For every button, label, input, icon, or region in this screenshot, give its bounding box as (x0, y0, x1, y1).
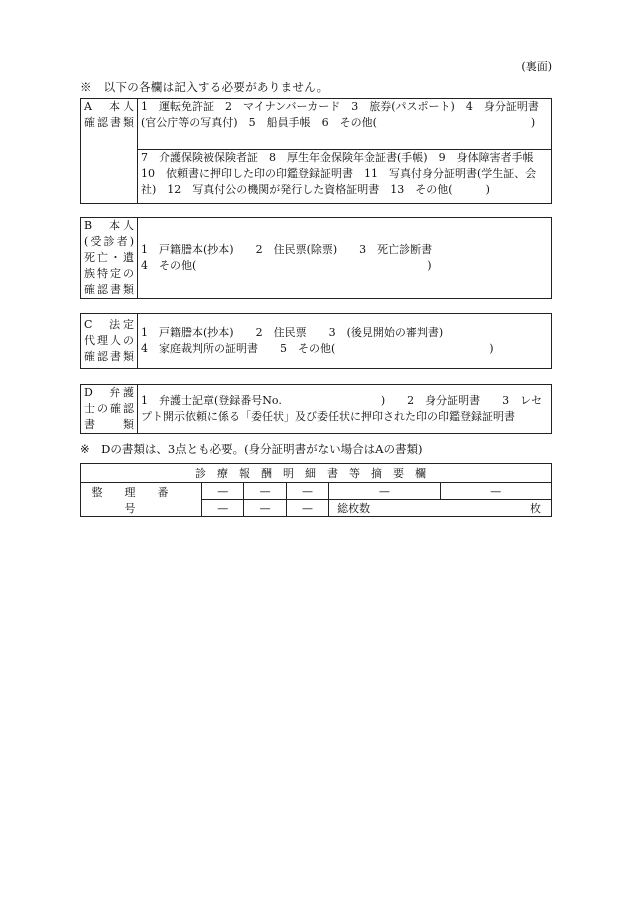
note-section-d: ※ Dの書類は、3点とも必要。(身分証明書がない場合はAの書類) (80, 442, 423, 456)
section-d-label: D 弁護士の確認書類 (81, 385, 138, 434)
section-c-label: C 法定代理人の確認書類 (81, 314, 138, 369)
section-b-label: B 本人(受診者)死亡・遺族特定の確認書類 (81, 218, 138, 299)
section-b-line1: 1 戸籍謄本(抄本) 2 住民票(除票) 3 死亡診断書 (141, 243, 433, 256)
dash-cell: — (202, 483, 244, 500)
dash-cell: — (244, 500, 286, 517)
dash-cell: — (202, 500, 244, 517)
total-count-label: 総枚数 (337, 502, 371, 515)
section-c-line1: 1 戸籍謄本(抄本) 2 住民票 3 (後見開始の審判書) (141, 326, 444, 339)
dash-cell: — (286, 483, 328, 500)
total-count-cell (329, 500, 552, 517)
section-a-row1: 1 運転免許証 2 マイナンバーカード 3 旅券(パスポート) 4 身分証明書(官公庁等の写真付) 5 船員手帳 6 その他( ) (138, 99, 552, 150)
section-a-label: A 本人確認書類 (81, 99, 138, 204)
section-b-table (80, 217, 552, 299)
row-label-seiri-bango: 整理番号 (81, 483, 202, 517)
summary-table (80, 463, 552, 517)
section-b-content (138, 218, 552, 299)
summary-heading: 診療報酬明細書等摘要欄 (81, 464, 552, 483)
total-count-unit: 枚 (530, 502, 541, 515)
note-not-required: ※ 以下の各欄は記入する必要がありません。 (80, 80, 329, 94)
dash-cell: — (244, 483, 286, 500)
section-d-table (80, 384, 552, 434)
section-c-table (80, 313, 552, 369)
section-a-table (80, 98, 552, 204)
dash-cell: — (440, 483, 551, 500)
section-a-row2: 7 介護保険被保険者証 8 厚生年金保険年金証書(手帳) 9 身体障害者手帳 10 依頼書に押印した印の印鑑登録証明書 11 写真付身分証明書(学生証、会社) 12 写真付公の機関が発行した資格証明書 13 その他( ) (138, 150, 552, 204)
section-c-content (138, 314, 552, 369)
page-side-label: (裏面) (521, 60, 552, 73)
dash-cell: — (286, 500, 328, 517)
dash-cell: — (329, 483, 440, 500)
section-d-content: 1 弁護士記章(登録番号No. ) 2 身分証明書 3 レセプト開示依頼に係る「委任状」及び委任状に押印された印の印鑑登録証明書 (138, 385, 552, 434)
section-c-line2: 4 家庭裁判所の証明書 5 その他( ) (141, 342, 494, 355)
section-b-line2: 4 その他( ) (141, 259, 432, 272)
